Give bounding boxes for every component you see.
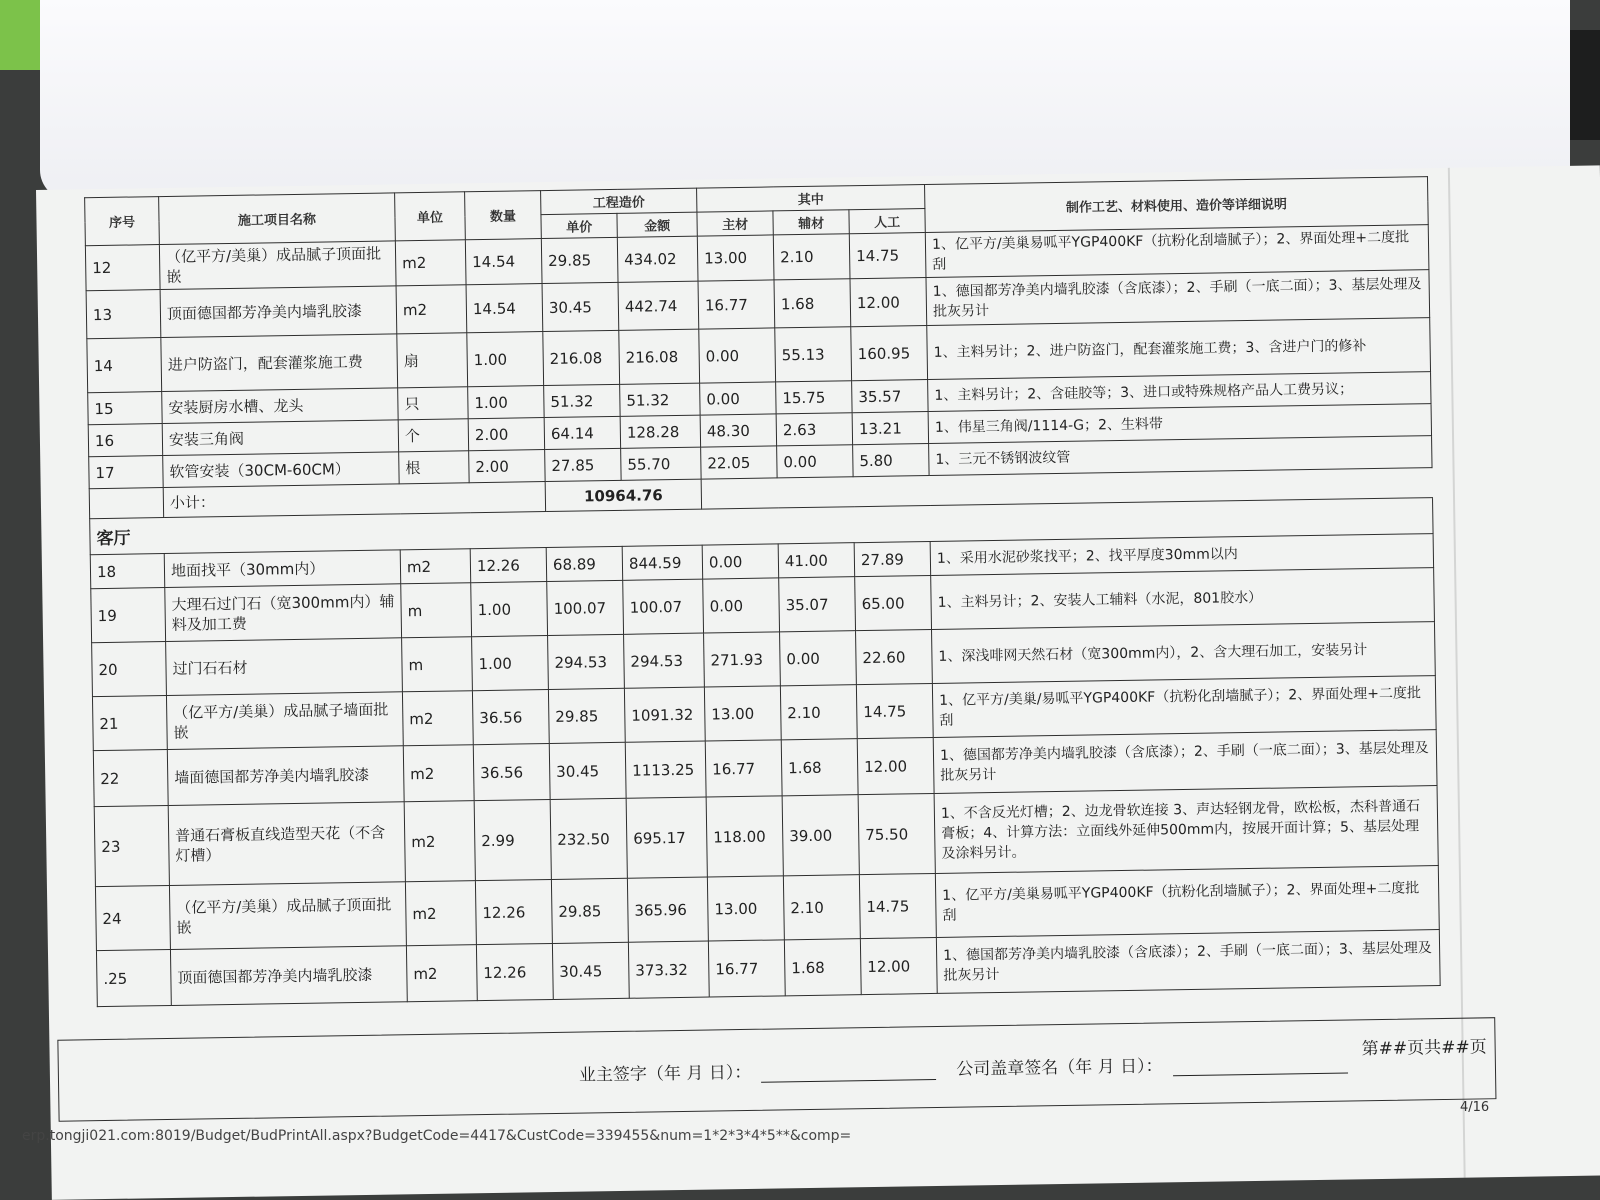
cell-aux: 0.00 bbox=[780, 631, 857, 686]
cell-amount: 55.70 bbox=[621, 447, 702, 480]
cell-unit: m bbox=[402, 637, 473, 692]
cell-qty: 36.56 bbox=[473, 744, 550, 801]
cell-amount: 1091.32 bbox=[624, 687, 705, 742]
cell-aux: 1.68 bbox=[781, 739, 858, 796]
header-description: 制作工艺、材料使用、造价等详细说明 bbox=[925, 177, 1429, 233]
cell-no: .25 bbox=[96, 949, 171, 1006]
cell-main: 0.00 bbox=[702, 544, 779, 579]
page-count: 4/16 bbox=[1460, 1100, 1490, 1115]
cell-main: 0.00 bbox=[699, 328, 776, 383]
owner-sign-line bbox=[761, 1061, 936, 1083]
cell-aux: 2.10 bbox=[780, 685, 857, 740]
cell-no: 18 bbox=[90, 554, 165, 589]
rows-section-a bbox=[85, 225, 1432, 489]
cell-aux: 15.75 bbox=[776, 381, 852, 414]
cell-name: 大理石过门石（宽300mm内）辅料及加工费 bbox=[165, 584, 402, 642]
company-sign-label: 公司盖章签名（年 月 日）： bbox=[956, 1056, 1163, 1080]
cell-main: 22.05 bbox=[701, 446, 777, 479]
header-cost-group: 工程造价 bbox=[541, 188, 697, 214]
cell-amount: 695.17 bbox=[626, 797, 707, 878]
cell-price: 216.08 bbox=[543, 330, 620, 385]
cell-name: 过门石石材 bbox=[166, 638, 403, 696]
header-aux-material: 辅材 bbox=[773, 210, 849, 235]
cell-unit: m2 bbox=[395, 240, 466, 286]
header-breakdown-group: 其中 bbox=[697, 185, 925, 213]
cell-price: 30.45 bbox=[549, 742, 626, 799]
cell-main: 13.00 bbox=[707, 876, 784, 941]
header-name: 施工项目名称 bbox=[159, 193, 396, 245]
cell-unit: m bbox=[401, 583, 472, 638]
cell-name: 进户防盗门，配套灌浆施工费 bbox=[161, 334, 398, 392]
cell-desc: 1、德国都芳净美内墙乳胶漆（含底漆）；2、手刷（一底二面）；3、基层处理及批灰另计 bbox=[926, 270, 1430, 326]
cell-no: 14 bbox=[87, 338, 162, 393]
signature-footer bbox=[57, 1017, 1496, 1122]
cell-amount: 1113.25 bbox=[625, 741, 706, 798]
cell-name: 顶面德国都芳净美内墙乳胶漆 bbox=[170, 946, 407, 1006]
cell-name: 安装厨房水槽、龙头 bbox=[162, 388, 398, 424]
cell-labor: 14.75 bbox=[856, 683, 933, 738]
cell-qty: 2.99 bbox=[474, 799, 551, 880]
cell-aux: 35.07 bbox=[779, 577, 856, 632]
cell-unit: 根 bbox=[399, 451, 469, 484]
cell-name: 软管安装（30CM-60CM） bbox=[163, 452, 399, 488]
cell-name: 地面找平（30mm内） bbox=[164, 550, 401, 588]
cell-aux: 2.10 bbox=[783, 875, 860, 940]
cell-aux: 2.10 bbox=[773, 234, 850, 280]
cell-price: 30.45 bbox=[552, 942, 629, 999]
cell-price: 64.14 bbox=[544, 416, 620, 449]
cell-main: 271.93 bbox=[704, 632, 781, 687]
cell-amount: 51.32 bbox=[620, 383, 701, 416]
section-title: 客厅 bbox=[90, 498, 1433, 555]
header-qty: 数量 bbox=[465, 191, 542, 240]
cell-qty: 1.00 bbox=[471, 582, 548, 637]
cell-desc: 1、不含反光灯槽；2、边龙骨软连接 3、声达轻钢龙骨，欧松板，杰科普通石膏板；4、计算方法：立面线外延伸500mm内，按展开面计算；5、基层处理及涂料另计。 bbox=[934, 786, 1438, 874]
header-unit: 单位 bbox=[395, 192, 466, 241]
subtotal-value: 10964.76 bbox=[545, 479, 701, 511]
cell-unit: m2 bbox=[405, 881, 476, 946]
cell-price: 29.85 bbox=[551, 878, 628, 943]
cell-unit: 个 bbox=[398, 419, 468, 452]
owner-sign-label: 业主签字（年 月 日）： bbox=[578, 1062, 752, 1086]
cell-name: 顶面德国都芳净美内墙乳胶漆 bbox=[160, 286, 397, 338]
cell-labor: 14.75 bbox=[849, 233, 926, 279]
subtotal-empty bbox=[89, 488, 163, 519]
cell-desc: 1、主料另计；2、进户防盗门，配套灌浆施工费；3、含进户门的修补 bbox=[927, 318, 1431, 380]
cell-aux: 55.13 bbox=[775, 327, 852, 382]
header-amount: 金额 bbox=[617, 212, 697, 237]
cell-desc: 1、亿平方/美巢易呱平YGP400KF（抗粉化刮墙腻子）；2、界面处理+二度批刮 bbox=[935, 866, 1439, 938]
cell-name: （亿平方/美巢）成品腻子顶面批嵌 bbox=[169, 882, 406, 950]
cell-price: 68.89 bbox=[546, 546, 623, 581]
cell-amount: 442.74 bbox=[618, 281, 699, 330]
cell-name: 墙面德国都芳净美内墙乳胶漆 bbox=[167, 746, 404, 806]
cell-labor: 27.89 bbox=[854, 541, 931, 576]
cell-main: 118.00 bbox=[706, 796, 783, 877]
cell-qty: 36.56 bbox=[472, 690, 549, 745]
cell-price: 27.85 bbox=[545, 448, 621, 481]
cell-unit: m2 bbox=[402, 691, 473, 746]
cell-qty: 1.00 bbox=[467, 332, 544, 387]
cell-main: 48.30 bbox=[700, 414, 776, 447]
cell-unit: m2 bbox=[406, 945, 477, 1002]
cell-desc: 1、伟星三角阀/1114-G；2、生料带 bbox=[928, 404, 1431, 444]
cell-labor: 35.57 bbox=[852, 380, 929, 413]
cell-qty: 14.54 bbox=[466, 284, 543, 333]
cell-unit: m2 bbox=[400, 549, 471, 584]
cell-desc: 1、德国都芳净美内墙乳胶漆（含底漆）；2、手刷（一底二面）；3、基层处理及批灰另计 bbox=[933, 730, 1437, 794]
cell-aux: 1.68 bbox=[784, 939, 861, 996]
cell-main: 16.77 bbox=[708, 940, 785, 997]
header-main-material: 主材 bbox=[697, 211, 773, 236]
cell-labor: 22.60 bbox=[856, 629, 933, 684]
cell-labor: 12.00 bbox=[850, 278, 927, 327]
cell-unit: m2 bbox=[404, 801, 475, 882]
cell-main: 0.00 bbox=[703, 578, 780, 633]
cell-price: 294.53 bbox=[548, 634, 625, 689]
cell-aux: 41.00 bbox=[778, 543, 855, 578]
cell-desc: 1、德国都芳净美内墙乳胶漆（含底漆）；2、手刷（一底二面）；3、基层处理及批灰另计 bbox=[936, 930, 1440, 994]
cell-desc: 1、亿平方/美巢/易呱平YGP400KF（抗粉化刮墙腻子）；2、界面处理+二度批刮 bbox=[932, 676, 1436, 738]
signature-row bbox=[579, 1049, 1348, 1086]
cell-amount: 434.02 bbox=[617, 236, 698, 282]
cell-price: 232.50 bbox=[550, 798, 627, 879]
header-seq: 序号 bbox=[85, 197, 160, 246]
page-mark: 第##页共##页 bbox=[1361, 1037, 1487, 1060]
cell-unit: 扇 bbox=[397, 333, 468, 388]
cell-qty: 2.00 bbox=[468, 418, 544, 451]
cell-no: 21 bbox=[92, 696, 167, 751]
cell-no: 22 bbox=[93, 750, 168, 807]
cell-aux: 2.63 bbox=[776, 413, 852, 446]
cell-no: 12 bbox=[85, 245, 160, 291]
cell-no: 16 bbox=[88, 424, 162, 457]
cell-labor: 5.80 bbox=[853, 444, 930, 477]
cell-labor: 65.00 bbox=[855, 575, 932, 630]
cell-desc: 1、主料另计；2、安装人工辅料（水泥，801胶水） bbox=[931, 568, 1435, 630]
cell-desc: 1、深浅啡网天然石材（宽300mm内），2、含大理石加工，安装另计 bbox=[932, 622, 1436, 684]
cell-qty: 1.00 bbox=[472, 636, 549, 691]
cell-amount: 128.28 bbox=[620, 415, 701, 448]
cell-no: 17 bbox=[89, 456, 163, 489]
header-labor: 人工 bbox=[849, 209, 925, 234]
budget-sheet bbox=[36, 165, 1600, 1199]
cell-labor: 160.95 bbox=[851, 326, 928, 381]
cell-no: 20 bbox=[92, 642, 167, 697]
cell-name: （亿平方/美巢）成品腻子墙面批嵌 bbox=[166, 692, 403, 750]
cell-aux: 0.00 bbox=[777, 445, 853, 478]
cell-qty: 12.26 bbox=[475, 879, 552, 944]
cell-name: （亿平方/美巢）成品腻子顶面批嵌 bbox=[159, 241, 396, 290]
company-sign-line bbox=[1172, 1055, 1347, 1077]
cell-amount: 294.53 bbox=[624, 633, 705, 688]
cell-labor: 75.50 bbox=[858, 793, 935, 874]
header-unit-price: 单价 bbox=[541, 213, 617, 238]
cell-amount: 100.07 bbox=[623, 579, 704, 634]
cell-price: 29.85 bbox=[548, 688, 625, 743]
cell-price: 30.45 bbox=[542, 282, 619, 331]
cell-desc: 1、三元不锈钢波纹管 bbox=[929, 436, 1432, 476]
cell-aux: 1.68 bbox=[774, 279, 851, 328]
cell-qty: 12.26 bbox=[476, 943, 553, 1000]
cell-main: 16.77 bbox=[698, 280, 775, 329]
cell-price: 51.32 bbox=[544, 384, 620, 417]
cell-unit: m2 bbox=[396, 285, 467, 334]
cell-qty: 14.54 bbox=[465, 239, 542, 285]
cell-name: 安装三角阀 bbox=[162, 420, 398, 456]
cell-aux: 39.00 bbox=[782, 795, 859, 876]
cell-amount: 844.59 bbox=[622, 545, 703, 580]
cell-main: 13.00 bbox=[697, 235, 774, 281]
cell-no: 19 bbox=[91, 588, 166, 643]
rows-section-b bbox=[90, 534, 1440, 1007]
cell-main: 0.00 bbox=[700, 382, 776, 415]
cell-labor: 12.00 bbox=[860, 937, 937, 994]
cell-unit: 只 bbox=[398, 387, 468, 420]
cell-no: 24 bbox=[95, 885, 170, 950]
cell-no: 13 bbox=[86, 290, 161, 339]
cell-name: 普通石膏板直线造型天花（不含灯槽） bbox=[168, 802, 405, 886]
cell-no: 15 bbox=[88, 392, 162, 425]
cell-amount: 365.96 bbox=[627, 877, 708, 942]
cell-qty: 12.26 bbox=[470, 548, 547, 583]
cell-desc: 1、采用水泥砂浆找平；2、找平厚度30mm以内 bbox=[930, 534, 1433, 576]
cell-main: 13.00 bbox=[704, 686, 781, 741]
cell-labor: 13.21 bbox=[852, 412, 929, 445]
cell-amount: 216.08 bbox=[619, 329, 700, 384]
print-url: erp.tongji021.com:8019/Budget/BudPrintAll.aspx?BudgetCode=4417&CustCode=339455&num=1*2*3*4*5**&comp= bbox=[22, 1128, 852, 1144]
cell-price: 100.07 bbox=[547, 580, 624, 635]
cell-unit: m2 bbox=[403, 745, 474, 802]
cell-amount: 373.32 bbox=[628, 941, 709, 998]
subtotal-label: 小计： bbox=[163, 482, 545, 518]
cell-qty: 2.00 bbox=[469, 450, 545, 483]
cell-labor: 14.75 bbox=[859, 873, 936, 938]
budget-table bbox=[84, 176, 1441, 1007]
cell-desc: 1、主料另计；2、含硅胶等；3、进口或特殊规格产品人工费另议； bbox=[928, 372, 1431, 412]
cell-qty: 1.00 bbox=[468, 386, 544, 419]
cell-desc: 1、亿平方/美巢易呱平YGP400KF（抗粉化刮墙腻子）；2、界面处理+二度批刮 bbox=[925, 225, 1429, 278]
cell-main: 16.77 bbox=[705, 740, 782, 797]
cell-price: 29.85 bbox=[541, 237, 618, 283]
cell-labor: 12.00 bbox=[857, 737, 934, 794]
cell-no: 23 bbox=[94, 805, 169, 886]
